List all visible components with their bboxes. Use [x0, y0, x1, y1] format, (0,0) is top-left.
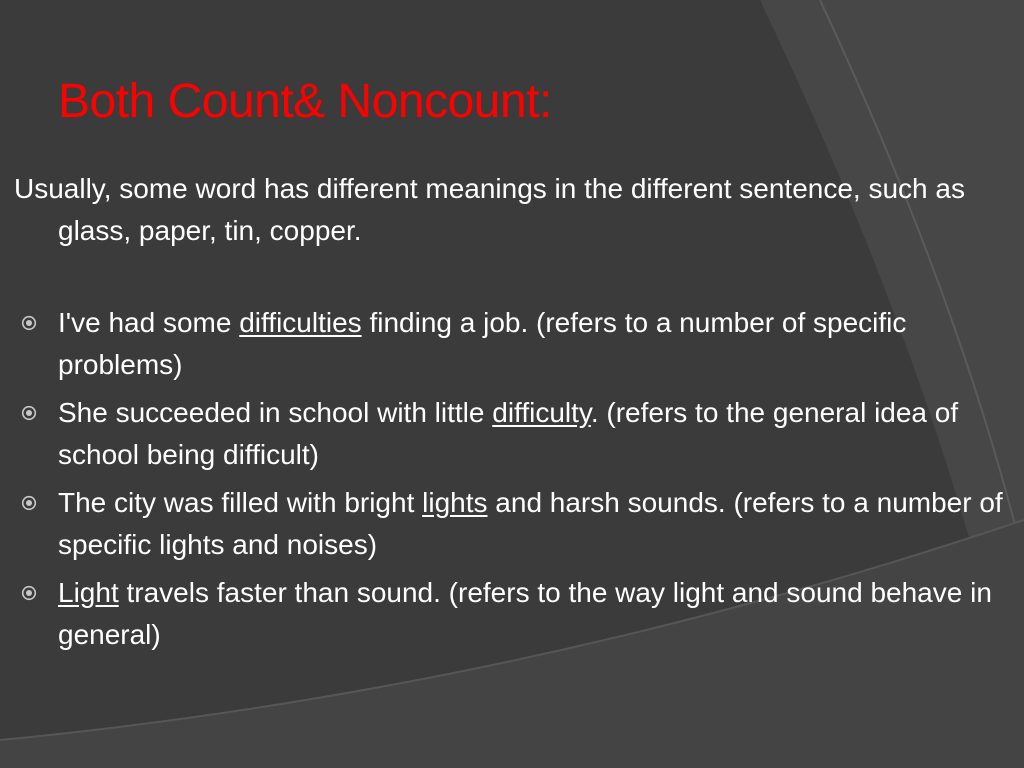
- bullet-item: [14, 572, 1004, 656]
- bullet-text-after: and harsh sounds. (refers to a number of specific lights and noises): [58, 487, 1003, 560]
- bullet-item: [14, 392, 1004, 476]
- bullet-item: [14, 302, 1004, 386]
- bullet-text-before: The city was filled with bright: [58, 487, 423, 518]
- bullet-list: [14, 302, 1004, 656]
- circled-dot-icon: [21, 405, 37, 421]
- bullet-text-after: finding a job. (refers to a number of specific problems): [58, 307, 907, 380]
- slide-title: Both Count& Noncount:: [58, 75, 552, 128]
- bullet-text-after: travels faster than sound. (refers to the way light and sound behave in general): [58, 577, 992, 650]
- bullet-text-before: I've had some: [58, 307, 240, 338]
- spacer: [14, 252, 1004, 302]
- slide-body: [14, 168, 1004, 662]
- intro-text: Usually, some word has different meanings in the different sentence, such as glass, paper, tin, copper.: [14, 173, 965, 246]
- bullet-keyword: difficulty: [492, 397, 591, 428]
- circled-dot-icon: [21, 585, 37, 601]
- circled-dot-icon: [21, 495, 37, 511]
- bullet-keyword: lights: [422, 487, 488, 518]
- bullet-keyword: Light: [58, 577, 119, 608]
- circled-dot-icon: [21, 315, 37, 331]
- bullet-item: [14, 482, 1004, 566]
- bullet-keyword: difficulties: [239, 307, 362, 338]
- bullet-text-after: . (refers to the general idea of school being difficult): [58, 397, 959, 470]
- bullet-text-before: She succeeded in school with little: [58, 397, 493, 428]
